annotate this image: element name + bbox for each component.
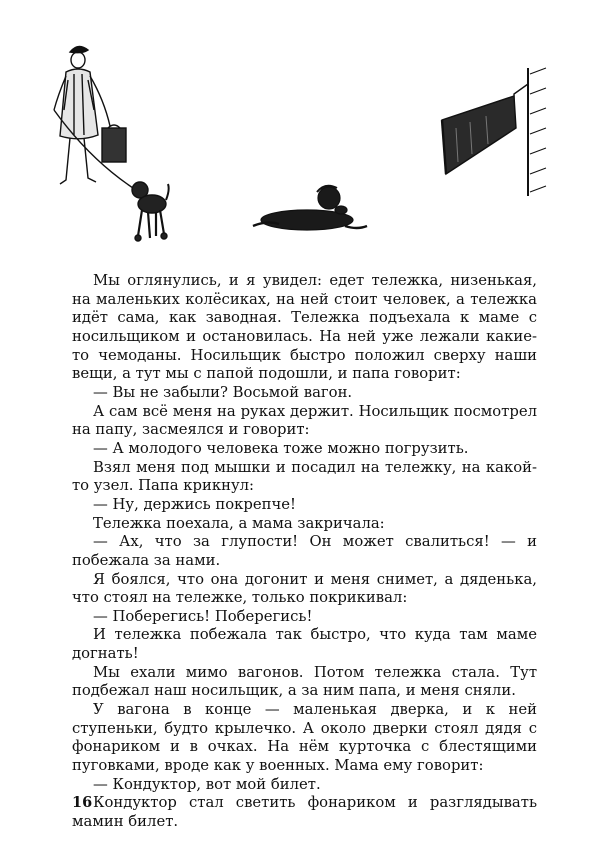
paragraph: — Кондуктор, вот мой билет. xyxy=(93,775,321,793)
page-number: 16 xyxy=(72,794,93,811)
paragraph: — Поберегись! Поберегись! xyxy=(93,607,313,625)
paragraph: — Ах, что за глупости! Он может свалиться! — и побежала за нами. xyxy=(72,533,537,569)
lying-poodle-illustration xyxy=(245,176,370,238)
paragraph: Взял меня под мышки и посадил на тележку, на какой-то узел. Папа крикнул: xyxy=(72,458,537,495)
paragraph: Кондуктор стал светить фонариком и разглядывать мамин билет. xyxy=(72,794,537,831)
paragraph: У вагона в конце — маленькая дверка, и к ней ступеньки, будто крылечко. А около дверки стоял дядя с фонариком и в очках. На нём курточка с блестящими пуговками, вроде как у военных. Мама ему говорит: xyxy=(72,701,537,775)
paragraph: А сам всё меня на руках держит. Носильщик посмотрел на папу, засмеялся и говорит: xyxy=(72,402,537,439)
paragraph: Мы ехали мимо вагонов. Потом тележка стала. Тут подбежал наш носильщик, а за ним папа, и меня сняли. xyxy=(72,663,537,700)
paragraph: Я боялся, что она догонит и меня снимет, а дяденька, что стоял на тележке, только покрикивал: xyxy=(72,570,537,607)
paragraph: — А молодого человека тоже можно погрузить. xyxy=(93,439,469,457)
paragraph: И тележка побежала так быстро, что куда там маме догнать! xyxy=(72,626,537,663)
paragraph: — Ну, держись покрепче! xyxy=(93,495,296,513)
loudspeaker-horn-illustration xyxy=(436,64,548,198)
paragraph: — Вы не забыли? Восьмой вагон. xyxy=(93,383,353,401)
woman-with-poodle-illustration xyxy=(40,40,170,250)
paragraph: Тележка поехала, а мама закричала: xyxy=(93,514,385,532)
paragraph: Мы оглянулись, и я увидел: едет тележка, низенькая, на маленьких колёсиках, на ней стоит человек, а тележка идёт сама, как заводная. Тележка подъехала к маме с носильщиком и остановилась. На ней уже лежали какие-то чемоданы. Носильщик быстро положил сверху наши вещи, а тут мы с папой подошли, и папа говорит: xyxy=(72,272,537,383)
story-text xyxy=(72,272,537,832)
